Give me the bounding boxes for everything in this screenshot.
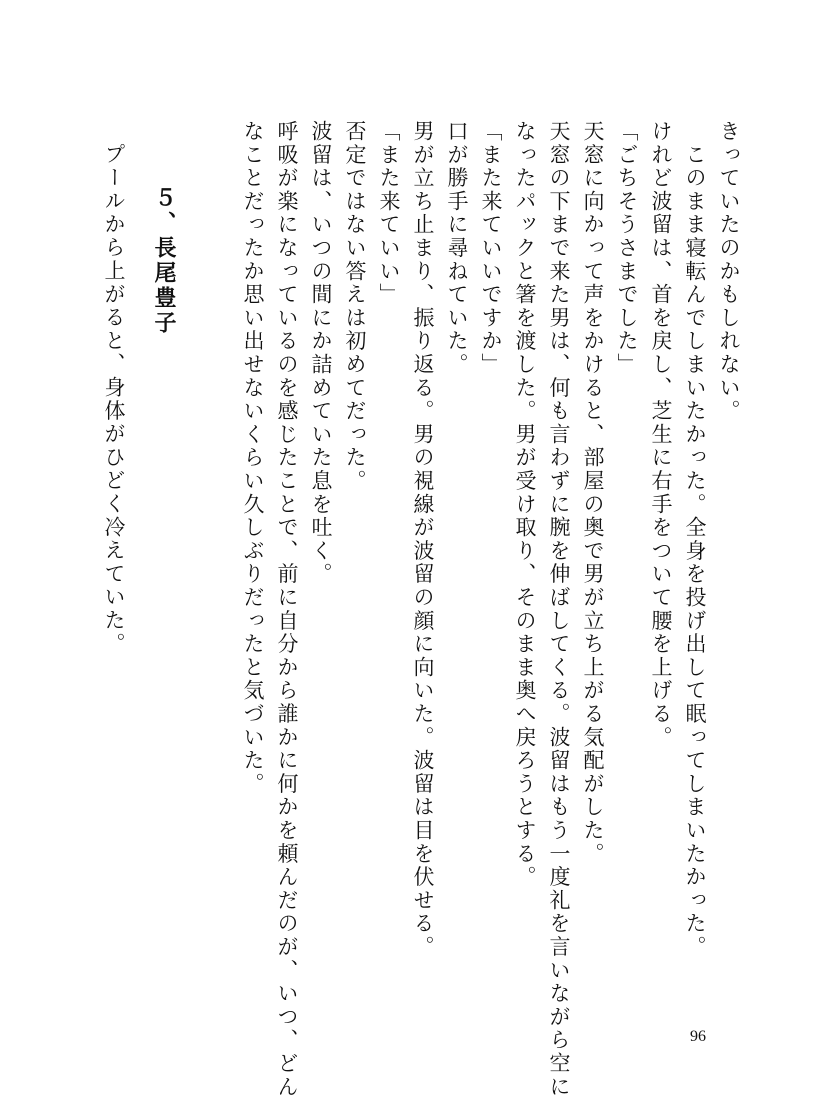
page-number: 96 — [690, 1028, 706, 1045]
text-line-11: 「また来ていい」 — [377, 120, 401, 307]
text-line-13: 波留は、いつの間にか詰めていた息を吐く。 — [309, 120, 333, 586]
text-line-8: 「また来ていいですか」 — [479, 120, 503, 377]
text-line-14: 呼吸が楽になっているのを感じたことで、前に自分から誰かに何かを頼んだのが、いつ、どん — [275, 120, 299, 1099]
text-line-16: プールから上がると、身体がひどく冷えていた。 — [102, 143, 126, 656]
text-line-6: 天窓の下まで来た男は、何も言わずに腕を伸ばしてくる。波留はもう一度礼を言いながら空に — [547, 120, 571, 1099]
text-line-4: 「ごちそうさまでした」 — [615, 120, 639, 377]
text-line-10: 男が立ち止まり、振り返る。男の視線が波留の顔に向いた。波留は目を伏せる。 — [411, 120, 435, 959]
text-line-1: きっていたのかもしれない。 — [717, 120, 741, 423]
text-line-2: このまま寝転んでしまいたかった。全身を投げ出して眠ってしまいたかった。 — [683, 120, 707, 959]
text-line-9: 口が勝手に尋ねていた。 — [445, 120, 469, 377]
text-line-12: 否定ではない答えは初めてだった。 — [343, 120, 367, 493]
text-line-7: なったパックと箸を渡した。男が受け取り、そのまま奥へ戻ろうとする。 — [513, 120, 537, 889]
section-heading: ５、長尾豊子 — [151, 186, 177, 336]
text-line-3: けれど波留は、首を戻し、芝生に右手をついて腰を上げる。 — [649, 120, 673, 750]
text-line-15: なことだったか思い出せないくらい久しぶりだったと気づいた。 — [241, 120, 265, 796]
text-line-5: 天窓に向かって声をかけると、部屋の奥で男が立ち上がる気配がした。 — [581, 120, 605, 866]
